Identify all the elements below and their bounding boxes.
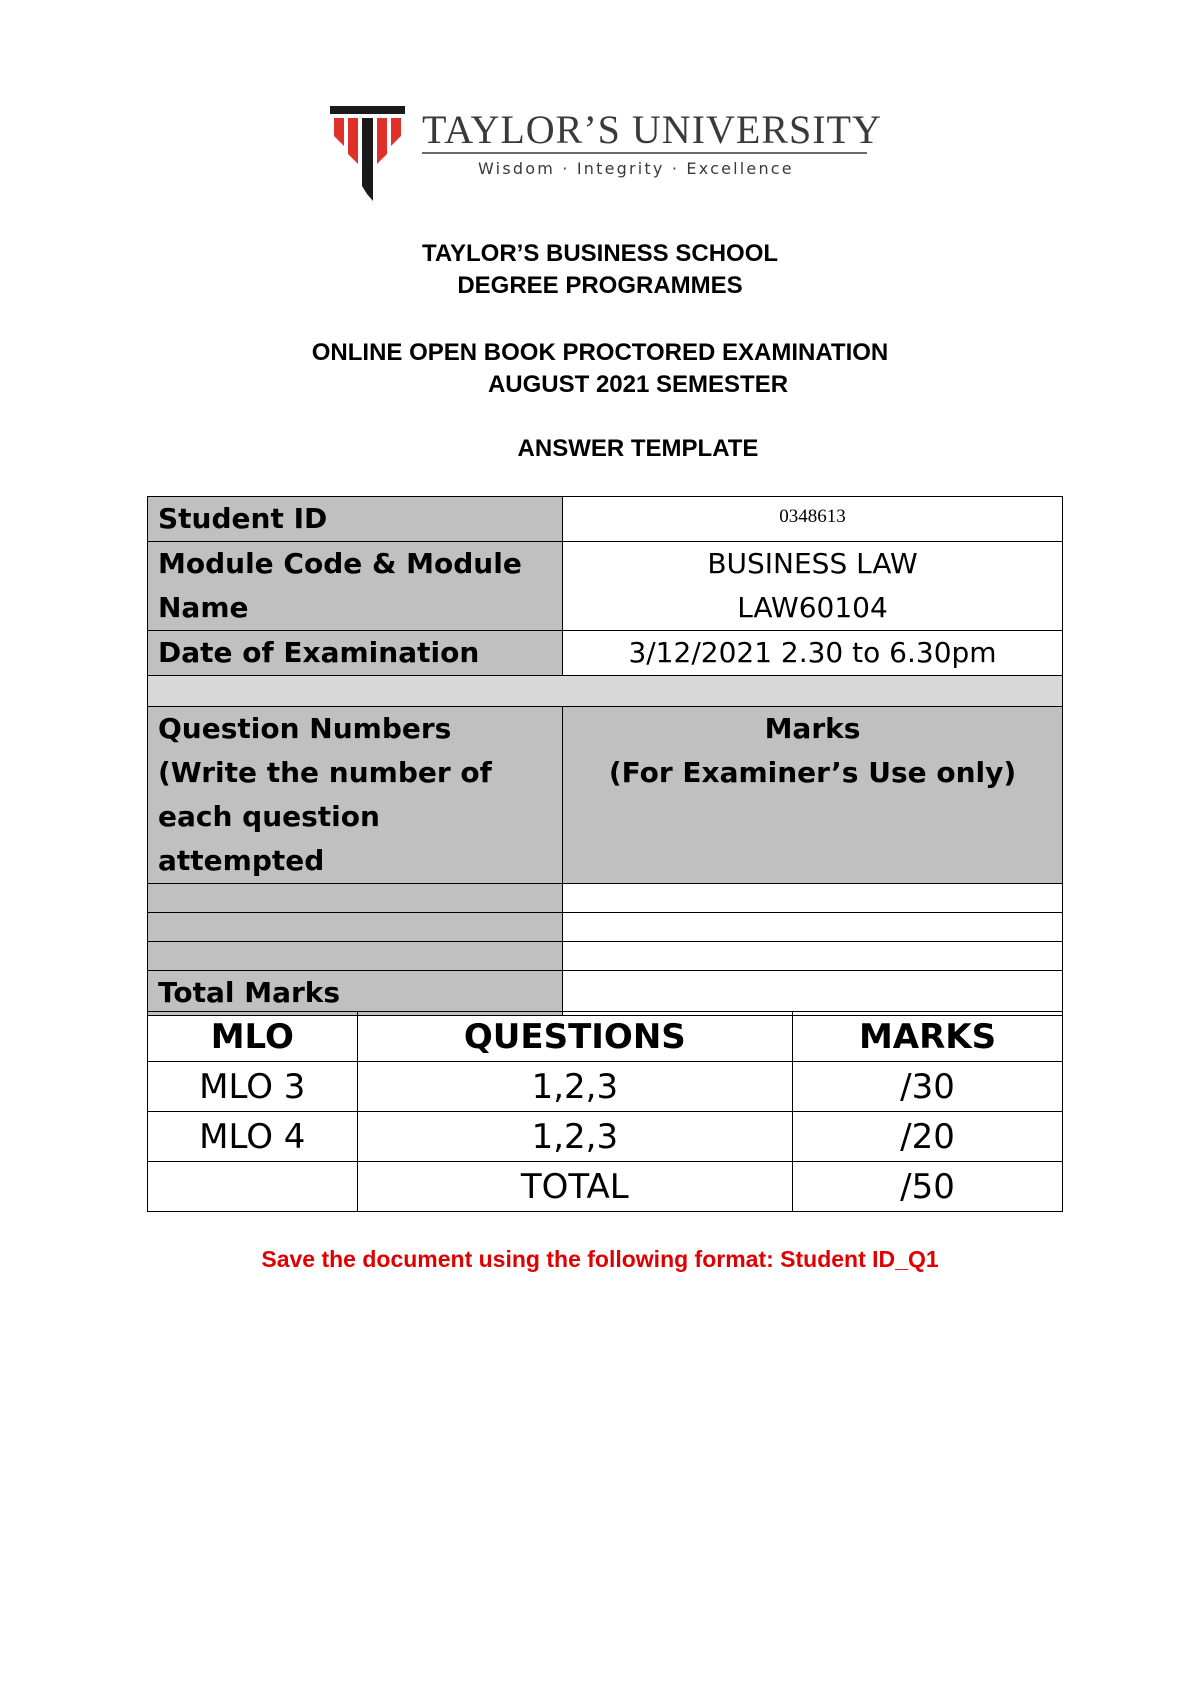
school-heading: TAYLOR’S BUSINESS SCHOOL (421, 240, 779, 267)
questions-label-line-1: Question Numbers (158, 712, 452, 745)
marks-cell: /50 (793, 1162, 1063, 1212)
university-tagline: Wisdom · Integrity · Excellence (478, 159, 794, 178)
question-marks-cell[interactable] (563, 942, 1063, 971)
questions-cell: 1,2,3 (357, 1062, 792, 1112)
questions-cell: TOTAL (357, 1162, 792, 1212)
total-marks-label: Total Marks (148, 971, 563, 1016)
exam-heading: ONLINE OPEN BOOK PROCTORED EXAMINATION (311, 339, 889, 366)
template-heading: ANSWER TEMPLATE (517, 435, 759, 462)
university-name: TAYLOR’S UNIVERSITY (422, 107, 882, 152)
marks-label (563, 707, 1063, 884)
mlo-header: MLO (148, 1012, 358, 1062)
question-marks-cell[interactable] (563, 884, 1063, 913)
marks-cell: /20 (793, 1112, 1063, 1162)
logo-divider (422, 152, 867, 154)
mlo-row (148, 1112, 1063, 1162)
question-entry-row (148, 884, 1063, 913)
questions-header-row (148, 707, 1063, 884)
module-value (563, 542, 1063, 631)
mlo-total-row (148, 1162, 1063, 1212)
mlo-table (147, 1011, 1063, 1212)
module-code: LAW60104 (737, 591, 888, 624)
spacer-row (148, 676, 1063, 707)
university-logo (330, 106, 890, 206)
questions-cell: 1,2,3 (357, 1112, 792, 1162)
university-crest-icon (330, 106, 405, 201)
mlo-cell: MLO 3 (148, 1062, 358, 1112)
student-info-table (147, 496, 1063, 1016)
question-number-cell[interactable] (148, 942, 563, 971)
student-id-label: Student ID (148, 497, 563, 542)
marks-header: MARKS (793, 1012, 1063, 1062)
mlo-header-row (148, 1012, 1063, 1062)
date-value: 3/12/2021 2.30 to 6.30pm (563, 631, 1063, 676)
mlo-cell: MLO 4 (148, 1112, 358, 1162)
date-label: Date of Examination (148, 631, 563, 676)
semester-heading: AUGUST 2021 SEMESTER (487, 371, 789, 398)
module-name: BUSINESS LAW (707, 547, 918, 580)
question-entry-row (148, 942, 1063, 971)
mlo-cell (148, 1162, 358, 1212)
marks-cell: /30 (793, 1062, 1063, 1112)
question-marks-cell[interactable] (563, 913, 1063, 942)
programmes-heading: DEGREE PROGRAMMES (457, 272, 743, 299)
question-number-cell[interactable] (148, 884, 563, 913)
questions-label (148, 707, 563, 884)
marks-label-line-2: (For Examiner’s Use only) (608, 756, 1017, 789)
question-entry-row (148, 913, 1063, 942)
module-label: Module Code & Module Name (148, 542, 563, 631)
module-row (148, 542, 1063, 631)
date-row (148, 631, 1063, 676)
spacer-cell (148, 676, 1063, 707)
save-format-note: Save the document using the following format: Student ID_Q1 (261, 1246, 939, 1272)
student-id-value: 0348613 (563, 497, 1063, 542)
total-marks-row (148, 971, 1063, 1016)
marks-label-line-1: Marks (764, 712, 861, 745)
mlo-row (148, 1062, 1063, 1112)
questions-label-line-2: (Write the number of each question attempted (158, 756, 492, 877)
student-id-row (148, 497, 1063, 542)
question-number-cell[interactable] (148, 913, 563, 942)
total-marks-value[interactable] (563, 971, 1063, 1016)
questions-header: QUESTIONS (357, 1012, 792, 1062)
